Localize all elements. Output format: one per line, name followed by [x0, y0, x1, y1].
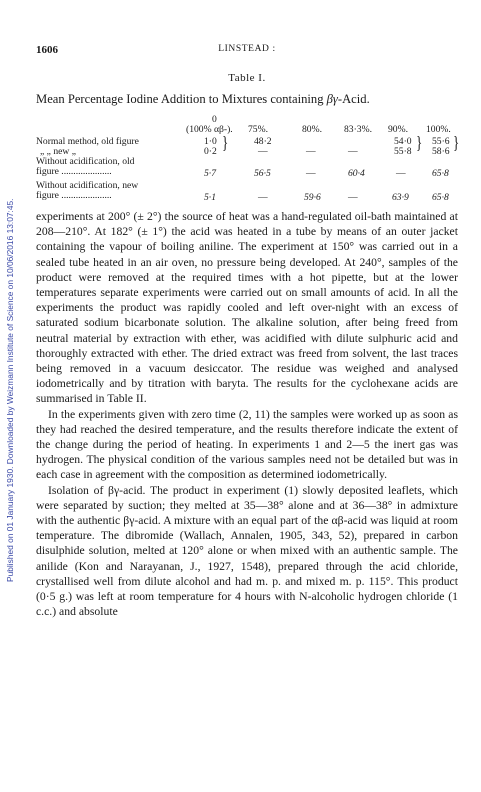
table-cell: — [396, 168, 406, 179]
row-label: figure ..................... [36, 190, 112, 201]
data-table [36, 112, 458, 208]
table-cell: 55·6 [432, 136, 450, 147]
table-cell: 65·8 [432, 168, 449, 179]
brace-glyph: } [453, 131, 460, 153]
paragraph: In the experiments given with zero time (2, 11) the samples were worked up as soon as they had reached the desired temperature, and the results therefore indicate the extent of the change during the period of heating. In experiments 1 and 2—5 the inert gas was hydrogen. The physical condition of the various samples need not be detailed but was in each case in agreement with the composition as determined iodometrically. [36, 407, 458, 482]
row-label: „ „ new „ [40, 146, 76, 157]
watermark-text: Published on 01 January 1930. Downloaded by Weizmann Institute of Science on 10/06/2016 13:07:45. [5, 198, 15, 582]
column-top-label: 0 [212, 114, 217, 125]
download-watermark [4, 40, 16, 740]
table-cell: — [348, 146, 358, 157]
row-label: Normal method, old figure [36, 136, 139, 147]
column-header: (100% αβ-). [186, 124, 233, 135]
table-cell: 56·5 [254, 168, 271, 179]
table-cell: — [258, 192, 268, 203]
table-cell: 48·2 [254, 136, 272, 147]
brace-glyph: } [222, 131, 229, 153]
column-header: 100%. [426, 124, 451, 135]
table-cell: 55·8 [394, 146, 412, 157]
column-header: 83·3%. [344, 124, 372, 135]
paragraph: Isolation of βγ-acid. The product in experiment (1) slowly deposited leaflets, which were separated by suction; they melted at 35—38° alone and at 36—38° in admixture with the authentic βγ-acid. A mixture with an equal part of the αβ-acid was liquid at room temperature. The dibromide (Wallach, Annalen, 1905, 343, 52), prepared in carbon disulphide solution, melted at 120° alone or when mixed with an authentic sample. The anilide (Kon and Narayanan, J., 1927, 1548), prepared through the acid chloride, crystallised well from dilute alcohol and had m. p. and mixed m. p. 115°. This product (0·5 g.) was left at room temperature for 4 hours with N-alcoholic hydrogen chloride (1 c.c.) and absolute [36, 483, 458, 619]
table-cell: 65·8 [432, 192, 449, 203]
table-cell: — [306, 146, 316, 157]
article-body [36, 209, 458, 619]
paragraph: experiments at 200° (± 2°) the source of heat was a hand-regulated oil-bath maintained at 208—210°. At 182° (± 1°) the acid was heated in a tube by means of an outer jacket containing the vapour of boiling aniline. The experiment at 150° was carried out in a sealed tube heated in an air oven, no pressure being developed. At 240°, samples of the product were removed at the required times with a hot pipette, but at the lower temperatures separate experiments were carried out on small amounts of acid. In all the experiments the product was rapidly cooled and left over-night with an excess of saturated sodium bicarbonate solution. The alkaline solution, after being freed from neutral material by extraction with ether, was acidified with dilute sulphuric acid and thoroughly extracted with ether. The dried extract was freed from solvent, the last traces being removed in a vacuum desiccator. The residue was weighed and analysed iodometrically and by titration with baryta. The results for the cyclohexane acids are summarised in Table II. [36, 210, 458, 406]
column-header: 75%. [248, 124, 268, 135]
table-cell: 59·6 [304, 192, 321, 203]
running-head: LINSTEAD : [218, 44, 276, 54]
table-cell: 5·1 [204, 192, 216, 203]
page-number: 1606 [36, 44, 58, 56]
table-cell: 60·4 [348, 168, 365, 179]
brace-glyph: } [416, 131, 423, 153]
row-label: figure ..................... [36, 166, 112, 177]
table-cell: 54·0 [394, 136, 412, 147]
table-caption: Mean Percentage Iodine Addition to Mixtures containing βγ-Acid. [36, 92, 370, 106]
table-cell: — [258, 146, 268, 157]
row-label: Without acidification, old [36, 156, 135, 167]
table-cell: — [306, 168, 316, 179]
table-cell: 58·6 [432, 146, 450, 157]
table-cell: — [348, 192, 358, 203]
table-cell: 63·9 [392, 192, 409, 203]
table-label: Table I. [228, 72, 266, 84]
column-header: 80%. [302, 124, 322, 135]
row-label: Without acidification, new [36, 180, 139, 191]
page-header [36, 44, 458, 58]
column-header: 90%. [388, 124, 408, 135]
table-cell: 0·2 [204, 146, 217, 157]
table-cell: 1·0 [204, 136, 217, 147]
table-cell: 5·7 [204, 168, 216, 179]
